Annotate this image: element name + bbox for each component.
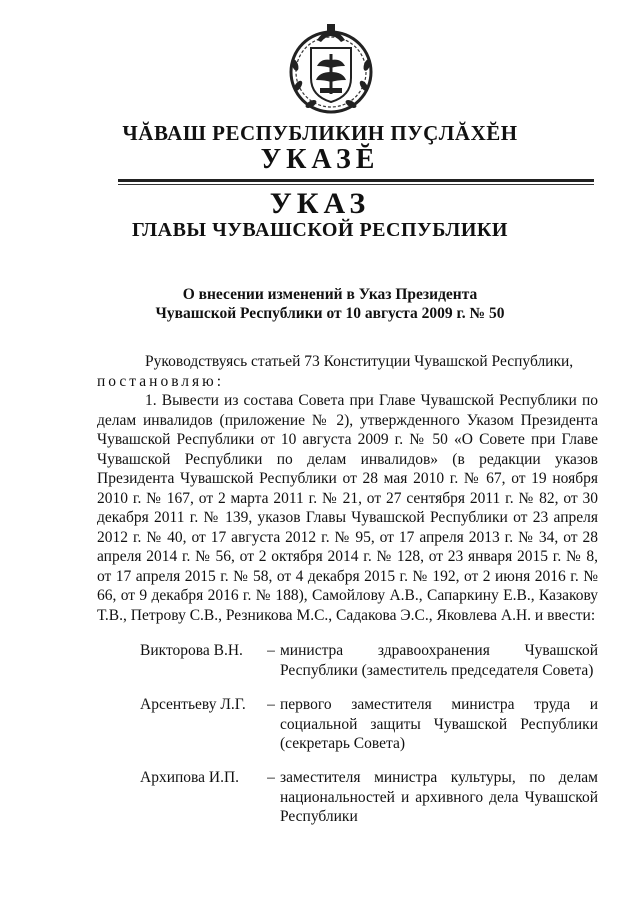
member-dash: –: [267, 642, 275, 659]
document-body: [97, 352, 598, 625]
chuvash-header-line: ЧĂВАШ РЕСПУБЛИКИН ПУҪЛĂХĔН: [122, 121, 518, 145]
header-divider-thin: [118, 184, 594, 185]
member-dash: –: [267, 769, 275, 786]
postanovlyayu-line: постановляю:: [97, 372, 225, 390]
item-1-paragraph: 1. Вывести из состава Совета при Главе Чувашской Республики по делам инвалидов (приложение № 2), утвержденного Указом Президента Чувашской Республики от 10 августа 2009 г. № 50 «О Совете при Главе Чувашской Республики по делам инвалидов» (в редакции указов Президента Чувашской Республики от 28 мая 2010 г. № 67, от 19 ноября 2010 г. № 167, от 2 марта 2011 г. № 21, от 27 сентября 2011 г. № 82, от 30 декабря 2011 г. № 139, указов Главы Чувашской Республики от 23 апреля 2012 г. № 40, от 17 августа 2012 г. № 95, от 17 апреля 2013 г. № 34, от 28 апреля 2014 г. № 56, от 2 октября 2014 г. № 128, от 23 января 2015 г. № 8, от 17 апреля 2015 г. № 58, от 4 декабря 2015 г. № 192, от 2 июня 2016 г. № 66, от 9 декабря 2016 г. № 188), Самойлову А.В., Сапаркину Е.В., Казакову Т.В., Петрову С.В., Резникова М.С., Садакова Э.С., Яковлева А.Н. и ввести:: [97, 392, 598, 624]
member-role: заместителя министра культуры, по делам национальностей и архивного дела Чувашской Республики: [280, 769, 598, 825]
ukaz-heading: УКАЗ: [269, 187, 371, 220]
member-name: Викторова В.Н.: [140, 642, 243, 659]
member-dash: –: [267, 696, 275, 713]
preamble-paragraph: Руководствуясь статьей 73 Конституции Чувашской Республики,: [145, 353, 574, 370]
member-name: Архипова И.П.: [140, 769, 240, 786]
member-role: первого заместителя министра труда и социальной защиты Чувашской Республики (секретарь Совета): [280, 696, 598, 752]
header-divider-thick: [118, 179, 594, 182]
coat-of-arms-emblem: [287, 20, 375, 115]
document-title-line-2: Чувашской Республики от 10 августа 2009 г. № 50: [155, 305, 505, 322]
issuer-heading: ГЛАВЫ ЧУВАШСКОЙ РЕСПУБЛИКИ: [132, 219, 508, 241]
member-role: министра здравоохранения Чувашской Республики (заместитель председателя Совета): [280, 642, 598, 679]
document-title: [100, 285, 560, 323]
member-name: Арсентьеву Л.Г.: [140, 696, 246, 713]
chuvash-ukaze-heading: УКАЗĔ: [260, 144, 380, 175]
document-title-line-1: О внесении изменений в Указ Президента: [182, 286, 478, 303]
